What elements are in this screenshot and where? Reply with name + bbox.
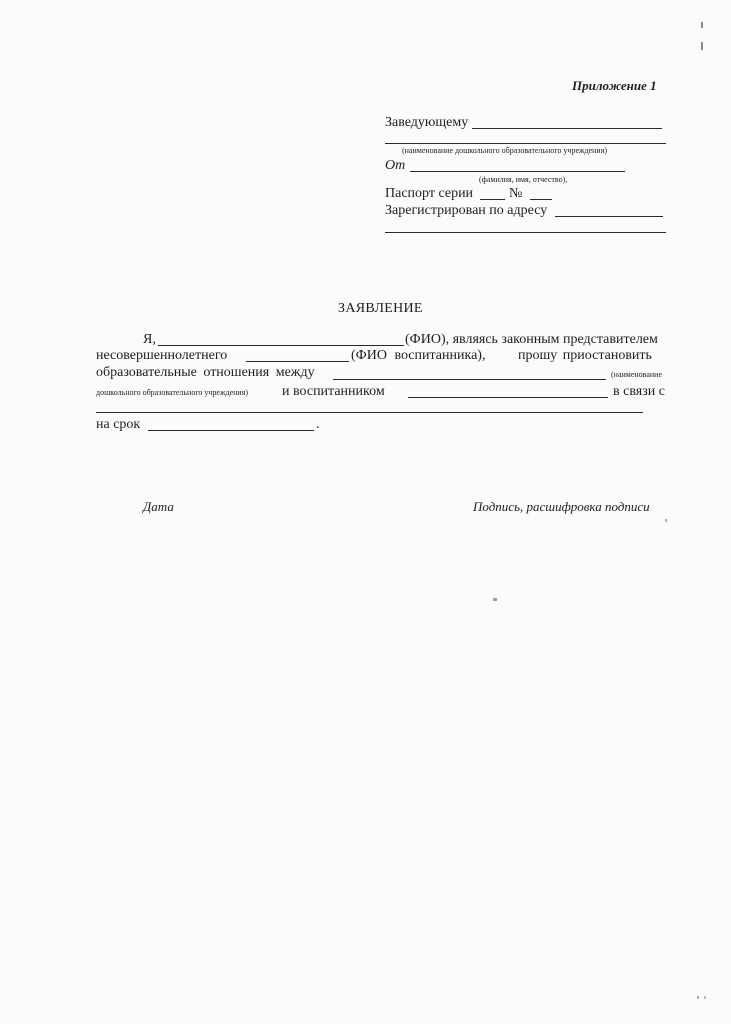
term-line [148, 430, 314, 431]
address-line-2 [385, 232, 666, 233]
passport-label: Паспорт серии [385, 186, 474, 201]
applicant-role-text: (ФИО), являясь законным представителем [405, 332, 658, 347]
scan-mark [493, 598, 497, 601]
from-label: От [385, 158, 406, 173]
request-text: прошу приостановить [518, 348, 652, 363]
to-head-label: Заведующему [385, 115, 469, 130]
passport-number-line [530, 199, 552, 200]
fio-caption: (фамилия, имя, отчество), [479, 175, 568, 184]
registered-label: Зарегистрирован по адресу [385, 203, 548, 218]
reason-label: в связи с [613, 384, 665, 399]
minor-label: несовершеннолетнего [96, 348, 228, 363]
from-name-line [410, 171, 625, 172]
appendix-label: Приложение 1 [572, 78, 657, 93]
institution-caption: (наименование дошкольного образовательного учреждения) [402, 146, 608, 155]
applicant-pronoun: Я, [143, 332, 156, 347]
head-name-line [472, 128, 662, 129]
institution-name-line [333, 379, 606, 380]
scan-mark [697, 996, 699, 999]
scan-mark [701, 42, 703, 50]
child-fio-caption: (ФИО воспитанника), [351, 348, 486, 363]
institution-line [385, 143, 666, 144]
applicant-fio-line [158, 345, 404, 346]
institution-caption-end: дошкольного образовательного учреждения) [96, 388, 249, 397]
scan-mark [701, 22, 703, 28]
reason-line [96, 412, 643, 413]
term-label: на срок [96, 417, 141, 432]
pupil-label: и воспитанником [282, 384, 385, 399]
signature-label: Подпись, расшифровка подписи [473, 499, 650, 514]
institution-caption-start: (наименование [611, 370, 663, 379]
child-fio-line [246, 361, 349, 362]
term-period: . [316, 417, 320, 432]
scan-mark [704, 996, 706, 999]
document-title: ЗАЯВЛЕНИЕ [338, 301, 423, 316]
number-sign: № [509, 186, 523, 201]
passport-series-line [480, 199, 505, 200]
scan-mark [665, 519, 667, 522]
pupil-name-line [408, 397, 608, 398]
date-label: Дата [143, 499, 174, 514]
relations-text: образовательные отношения между [96, 365, 315, 380]
address-line-1 [555, 216, 663, 217]
